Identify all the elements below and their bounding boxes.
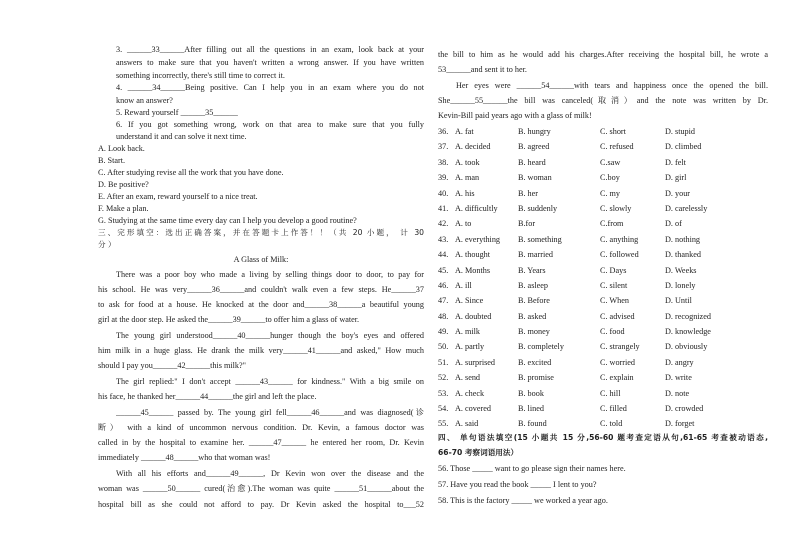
text-line: 58. This is the factory _____ we worked a year ago. [438,496,608,505]
answer-option-a: A. thought [455,250,491,259]
answer-option-d: D. thanked [665,250,701,259]
answer-option-b: B. hungry [518,127,551,136]
answer-option-b: B. agreed [518,142,550,151]
question-number: 39. [438,173,449,182]
answer-option-c: C. food [600,327,625,336]
answer-option-c: C.saw [600,158,621,167]
text-line: 三、完形填空：选出正确答案，并在答题卡上作答！！（共 20 小题， 计 30 [98,228,424,237]
text-line: She______55______the bill was canceled(取消）and the note was written by Dr. [438,96,768,105]
answer-option-d: D. of [665,219,682,228]
answer-option-d: D. your [665,189,691,198]
answer-option-b: B. asked [518,312,547,321]
answer-option-c: C. my [600,189,621,198]
answer-option-c: C. advised [600,312,635,321]
answer-option-d: D. forget [665,419,695,428]
answer-option-c: C. refused [600,142,634,151]
answer-option-a: A. surprised [455,358,496,367]
answer-option-b: B. completely [518,342,564,351]
question-number: 49. [438,327,449,336]
text-line: woman was ______50______ cured(治愈).The woman was quite ______51______about the [98,484,424,493]
text-line: B. Start. [98,156,126,165]
answer-option-b: B. asleep [518,281,549,290]
text-line: The girl replied:" I don't accept ______43______ for kindness." With a big smile on [116,377,424,386]
question-number: 40. [438,189,449,198]
answer-option-c: C.boy [600,173,620,182]
text-line: 57. Have you read the book _____ I lent to you? [438,480,597,489]
answer-option-b: B. woman [518,173,552,182]
answer-option-d: D. climbed [665,142,702,151]
answer-option-b: B.for [518,219,536,228]
answer-option-b: B. married [518,250,554,259]
answer-option-b: B. something [518,235,562,244]
text-line: 66-70 考察词语用法） [438,448,519,457]
answer-option-b: B. heard [518,158,546,167]
text-line: Her eyes were ______54______with tears and happiness once the opened the bill. [456,81,768,90]
answer-option-a: A. send [455,373,481,382]
question-number: 36. [438,127,449,136]
question-number: 43. [438,235,449,244]
answer-option-c: C.from [600,219,624,228]
answer-option-d: D. obviously [665,342,708,351]
answer-option-d: D. lonely [665,281,696,290]
answer-option-d: D. stupid [665,127,696,136]
answer-option-c: C. explain [600,373,634,382]
question-number: 52. [438,373,449,382]
answer-option-c: C. slowly [600,204,632,213]
text-line: understand it and can solve it next time. [116,132,247,141]
answer-option-c: C. followed [600,250,639,259]
text-line: 四、 单句语法填空(15 小题共 15 分,56-60 题考查定语从句,61-65 考查被动语态, [438,433,768,442]
text-line: 5. Reward yourself ______35______ [116,108,238,117]
answer-option-a: A. said [455,419,479,428]
answer-option-a: A. Since [455,296,484,305]
question-number: 45. [438,266,449,275]
answer-option-b: B. suddenly [518,204,558,213]
answer-option-c: C. told [600,419,623,428]
text-line: G. Studying at the same time every day can I help you develop a good routine? [98,216,357,225]
question-number: 37. [438,142,449,151]
text-line: should I pay you______42______this milk?" [98,361,246,370]
answer-option-c: C. silent [600,281,628,290]
answer-option-d: D. Weeks [665,266,697,275]
answer-option-d: D. crowded [665,404,704,413]
answer-option-a: A. partly [455,342,485,351]
answer-option-b: B. found [518,419,547,428]
answer-option-d: D. nothing [665,235,701,244]
answer-option-a: A. milk [455,327,481,336]
text-line: him milk in a huge glass. He drank the milk very______41______and asked," How much [98,346,424,355]
text-line: 断） with a kind of uncommon nervous condition. Dr. Kevin, a famous doctor was [98,423,424,432]
answer-option-c: C. hill [600,389,621,398]
question-number: 44. [438,250,449,259]
answer-option-a: A. ill [455,281,472,290]
text-line: girl at the door step. He asked the______39______to offer him a glass of water. [98,315,360,324]
question-number: 54. [438,404,449,413]
question-number: 53. [438,389,449,398]
question-number: 47. [438,296,449,305]
text-line: 53______and sent it to her. [438,65,527,74]
question-number: 48. [438,312,449,321]
answer-option-b: B. her [518,189,539,198]
answer-option-d: D. recognized [665,312,711,321]
answer-option-a: A. took [455,158,480,167]
answer-option-a: A. Months [455,266,491,275]
question-number: 46. [438,281,449,290]
text-line: There was a poor boy who made a living by selling things door to door, to pay for [116,270,424,279]
text-line: know an answer? [116,96,173,105]
answer-option-a: A. to [455,219,472,228]
answer-option-c: C. Days [600,266,627,275]
text-line: 4. ______34______Being positive. Can I help you in an exam where you do not [116,83,424,92]
answer-option-c: C. worried [600,358,636,367]
answer-option-b: B. money [518,327,550,336]
answer-option-a: A. fat [455,127,474,136]
question-number: 41. [438,204,449,213]
answer-option-a: A. covered [455,404,491,413]
answer-option-d: D. girl [665,173,687,182]
answer-option-a: A. doubted [455,312,492,321]
text-line: the bill to him as he would add his charges.After receiving the hospital bill, he wrote a [438,50,768,59]
answer-option-b: B. promise [518,373,554,382]
text-line: 分 ） [98,240,116,249]
text-line: E. After an exam, reward yourself to a nice treat. [98,192,258,201]
text-line: to ask for food at a house. He knocked at the door and______38______a beautiful young [98,300,424,309]
answer-option-d: D. Until [665,296,692,305]
answer-option-b: B. excited [518,358,552,367]
text-line: 6. If you got something wrong, work on that area to make sure that you fully [116,120,424,129]
text-line: answers to make sure that you haven't written a wrong answer. If you have written [116,58,424,67]
answer-option-b: B. book [518,389,544,398]
answer-option-d: D. knowledge [665,327,711,336]
answer-option-a: A. everything [455,235,501,244]
question-number: 38. [438,158,449,167]
answer-option-c: C. When [600,296,629,305]
answer-option-d: D. felt [665,158,686,167]
answer-option-d: D. carelessly [665,204,708,213]
text-line: 3. ______33______After filling out all the questions in an exam, look back at your [116,45,424,54]
text-line: immediately ______48______who that woman was! [98,453,271,462]
answer-option-c: C. filled [600,404,627,413]
text-line: A. Look back. [98,144,145,153]
answer-option-c: C. anything [600,235,639,244]
question-number: 50. [438,342,449,351]
answer-option-a: A. man [455,173,480,182]
text-line: hospital bill as she could not afford to pay. Dr Kevin asked the hospital to___52 [98,500,424,509]
answer-option-b: B. Before [518,296,550,305]
text-line: called in by the hospital to examine her. ______47______ he entered her room, Dr. Kevin [98,438,424,447]
answer-option-c: C. strangely [600,342,640,351]
text-line: his face, he thanked her______44______the girl and left the place. [98,392,317,401]
text-line: Kevin-Bill paid years ago with a glass of milk! [438,111,592,120]
answer-option-c: C. short [600,127,626,136]
text-line: D. Be positive? [98,180,149,189]
text-line: With all his efforts and______49______, Dr Kevin won over the disease and the [116,469,424,478]
text-line: 56. Those _____ want to go please sign their names here. [438,464,626,473]
text-line: A Glass of Milk: [233,255,289,264]
answer-option-a: A. decided [455,142,491,151]
answer-option-b: B. lined [518,404,544,413]
answer-option-a: A. his [455,189,475,198]
text-line: his school. He was very______36______and couldn't walk even a few steps. He______37 [98,285,424,294]
answer-option-d: D. write [665,373,692,382]
question-number: 51. [438,358,449,367]
answer-option-a: A. check [455,389,485,398]
question-number: 55. [438,419,449,428]
text-line: The young girl understood______40______hunger though the boy's eyes and offered [116,331,424,340]
answer-option-d: D. note [665,389,690,398]
text-line: F. Make a plan. [98,204,149,213]
text-line: something incorrectly, there's still time to correct it. [116,71,285,80]
text-line: C. After studying revise all the work that you have done. [98,168,284,177]
answer-option-a: A. difficultly [455,204,498,213]
question-number: 42. [438,219,449,228]
answer-option-d: D. angry [665,358,694,367]
text-line: ______45______ passed by. The young girl fell______46______and was diagnosed(诊 [116,408,424,417]
answer-option-b: B. Years [518,266,546,275]
